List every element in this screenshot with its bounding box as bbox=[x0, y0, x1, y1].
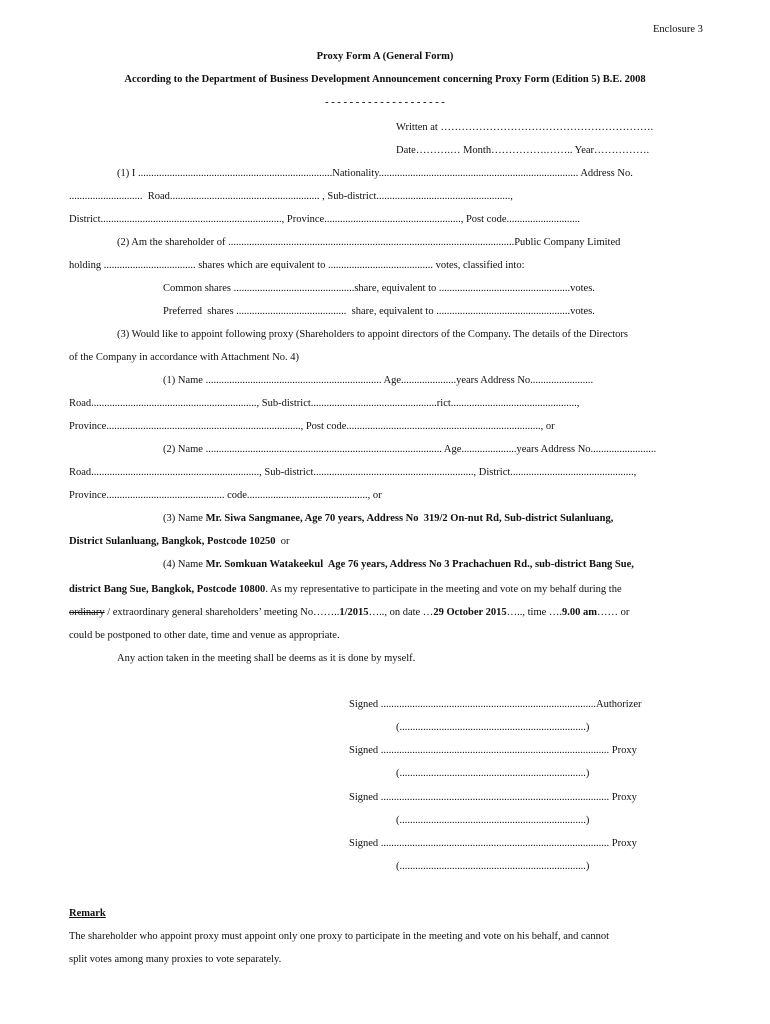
remark-text: The shareholder who appoint proxy must appoint only one proxy to participate in the meeting and vote on his behalf, and cannot bbox=[69, 931, 610, 942]
proxy1-province-line[interactable]: Province.........................................................................., Post code.........................................................................., or bbox=[69, 421, 555, 432]
appoint-proxy-text-2: of the Company in accordance with Attachment No. 4) bbox=[69, 352, 300, 363]
proxy3-or: or bbox=[275, 536, 290, 547]
shareholder-district-line[interactable]: District....................................................................., Province...................................................., Post code............................ bbox=[69, 214, 580, 225]
signature-proxy-2-name[interactable]: (.......................................................................) bbox=[396, 815, 590, 826]
signature-authorizer-name[interactable]: (.......................................................................) bbox=[396, 722, 590, 733]
proxy2-road-line[interactable]: Road................................................................, Sub-district............................................................., District..............................................., bbox=[69, 467, 637, 478]
meeting-number: 1/2015 bbox=[339, 607, 369, 618]
preferred-shares-line[interactable]: Preferred shares .......................................... share, equivalent to ...................................................votes. bbox=[163, 306, 595, 317]
proxy1-road-line[interactable]: Road..............................................................., Sub-district................................................rict................................................, bbox=[69, 398, 580, 409]
holding-line[interactable]: holding ................................... shares which are equivalent to ........................................ votes, classified into: bbox=[69, 260, 525, 271]
dash-separator: - - - - - - - - - - - - - - - - - - - - bbox=[325, 97, 445, 108]
proxy3-line-2 bbox=[69, 535, 290, 548]
postpone-text: could be postponed to other date, time and venue as appropriate. bbox=[69, 630, 340, 641]
signature-proxy-3-name[interactable]: (.......................................................................) bbox=[396, 861, 590, 872]
proxy4-line-2 bbox=[69, 583, 622, 596]
proxy4-representative-text: . As my representative to participate in the meeting and vote on my behalf during the bbox=[265, 584, 622, 595]
remark-heading: Remark bbox=[69, 908, 106, 919]
meeting-text-g: …… or bbox=[597, 607, 630, 618]
action-statement: Any action taken in the meeting shall be deems as it is done by myself. bbox=[117, 653, 416, 664]
form-subtitle: According to the Department of Business Development Announcement concerning Proxy Form (Edition 5) B.E. 2008 bbox=[124, 74, 646, 85]
meeting-time: 9.00 am bbox=[562, 607, 598, 618]
proxy4-line bbox=[163, 558, 634, 571]
signature-proxy-2[interactable]: Signed ....................................................................................... Proxy bbox=[349, 792, 637, 803]
proxy1-name-line[interactable]: (1) Name ................................................................... Age.....................years Address No........................ bbox=[163, 375, 594, 386]
shareholder-road-line[interactable]: ............................ Road......................................................... , Sub-district..................................................., bbox=[69, 191, 513, 202]
proxy3-prefix: (3) Name bbox=[163, 513, 206, 524]
form-title: Proxy Form A (General Form) bbox=[316, 51, 454, 62]
meeting-text-e: ….., time …. bbox=[506, 607, 563, 618]
meeting-details-line bbox=[69, 606, 629, 619]
proxy3-details-2: District Sulanluang, Bangkok, Postcode 10250 bbox=[69, 536, 276, 547]
proxy4-details: Mr. Somkuan Watakeekul Age 76 years, Address No 3 Prachachuen Rd., sub-district Bang Sue, bbox=[205, 559, 634, 570]
proxy4-prefix: (4) Name bbox=[163, 559, 206, 570]
enclosure-label: Enclosure 3 bbox=[653, 24, 703, 35]
proxy3-line bbox=[163, 512, 613, 525]
proxy2-name-line[interactable]: (2) Name .......................................................................................... Age.....................years Address No......................... bbox=[163, 444, 657, 455]
signature-authorizer[interactable]: Signed ..................................................................................Authorizer bbox=[349, 699, 642, 710]
common-shares-line[interactable]: Common shares ..............................................share, equivalent to ..................................................votes. bbox=[163, 283, 595, 294]
written-at-field[interactable]: Written at ……………………………………………………. bbox=[396, 122, 654, 133]
date-field[interactable]: Date……….… Month…………….…….. Year……………. bbox=[396, 145, 650, 156]
signature-proxy-1-name[interactable]: (.......................................................................) bbox=[396, 768, 590, 779]
remark-text-2: split votes among many proxies to vote separately. bbox=[69, 954, 282, 965]
proxy3-details: Mr. Siwa Sangmanee, Age 70 years, Address No 319/2 On-nut Rd, Sub-district Sulanluang, bbox=[205, 513, 614, 524]
company-line[interactable]: (2) Am the shareholder of .............................................................................................................Public Company Limited bbox=[117, 237, 621, 248]
appoint-proxy-text: (3) Would like to appoint following proxy (Shareholders to appoint directors of the Company. The details of the Directors bbox=[117, 329, 629, 340]
meeting-text-a: / extraordinary general shareholders’ meeting No…….. bbox=[104, 607, 340, 618]
proxy4-details-2: district Bang Sue, Bangkok, Postcode 10800 bbox=[69, 584, 266, 595]
shareholder-name-line[interactable]: (1) I ..........................................................................Nationality............................................................................ Address No. bbox=[117, 168, 633, 179]
meeting-text-c: ….., on date … bbox=[368, 607, 434, 618]
signature-proxy-1[interactable]: Signed ....................................................................................... Proxy bbox=[349, 745, 637, 756]
meeting-date: 29 October 2015 bbox=[433, 607, 507, 618]
signature-proxy-3[interactable]: Signed ....................................................................................... Proxy bbox=[349, 838, 637, 849]
ordinary-struck: ordinary bbox=[69, 607, 105, 618]
proxy2-province-line[interactable]: Province............................................. code.............................................., or bbox=[69, 490, 382, 501]
